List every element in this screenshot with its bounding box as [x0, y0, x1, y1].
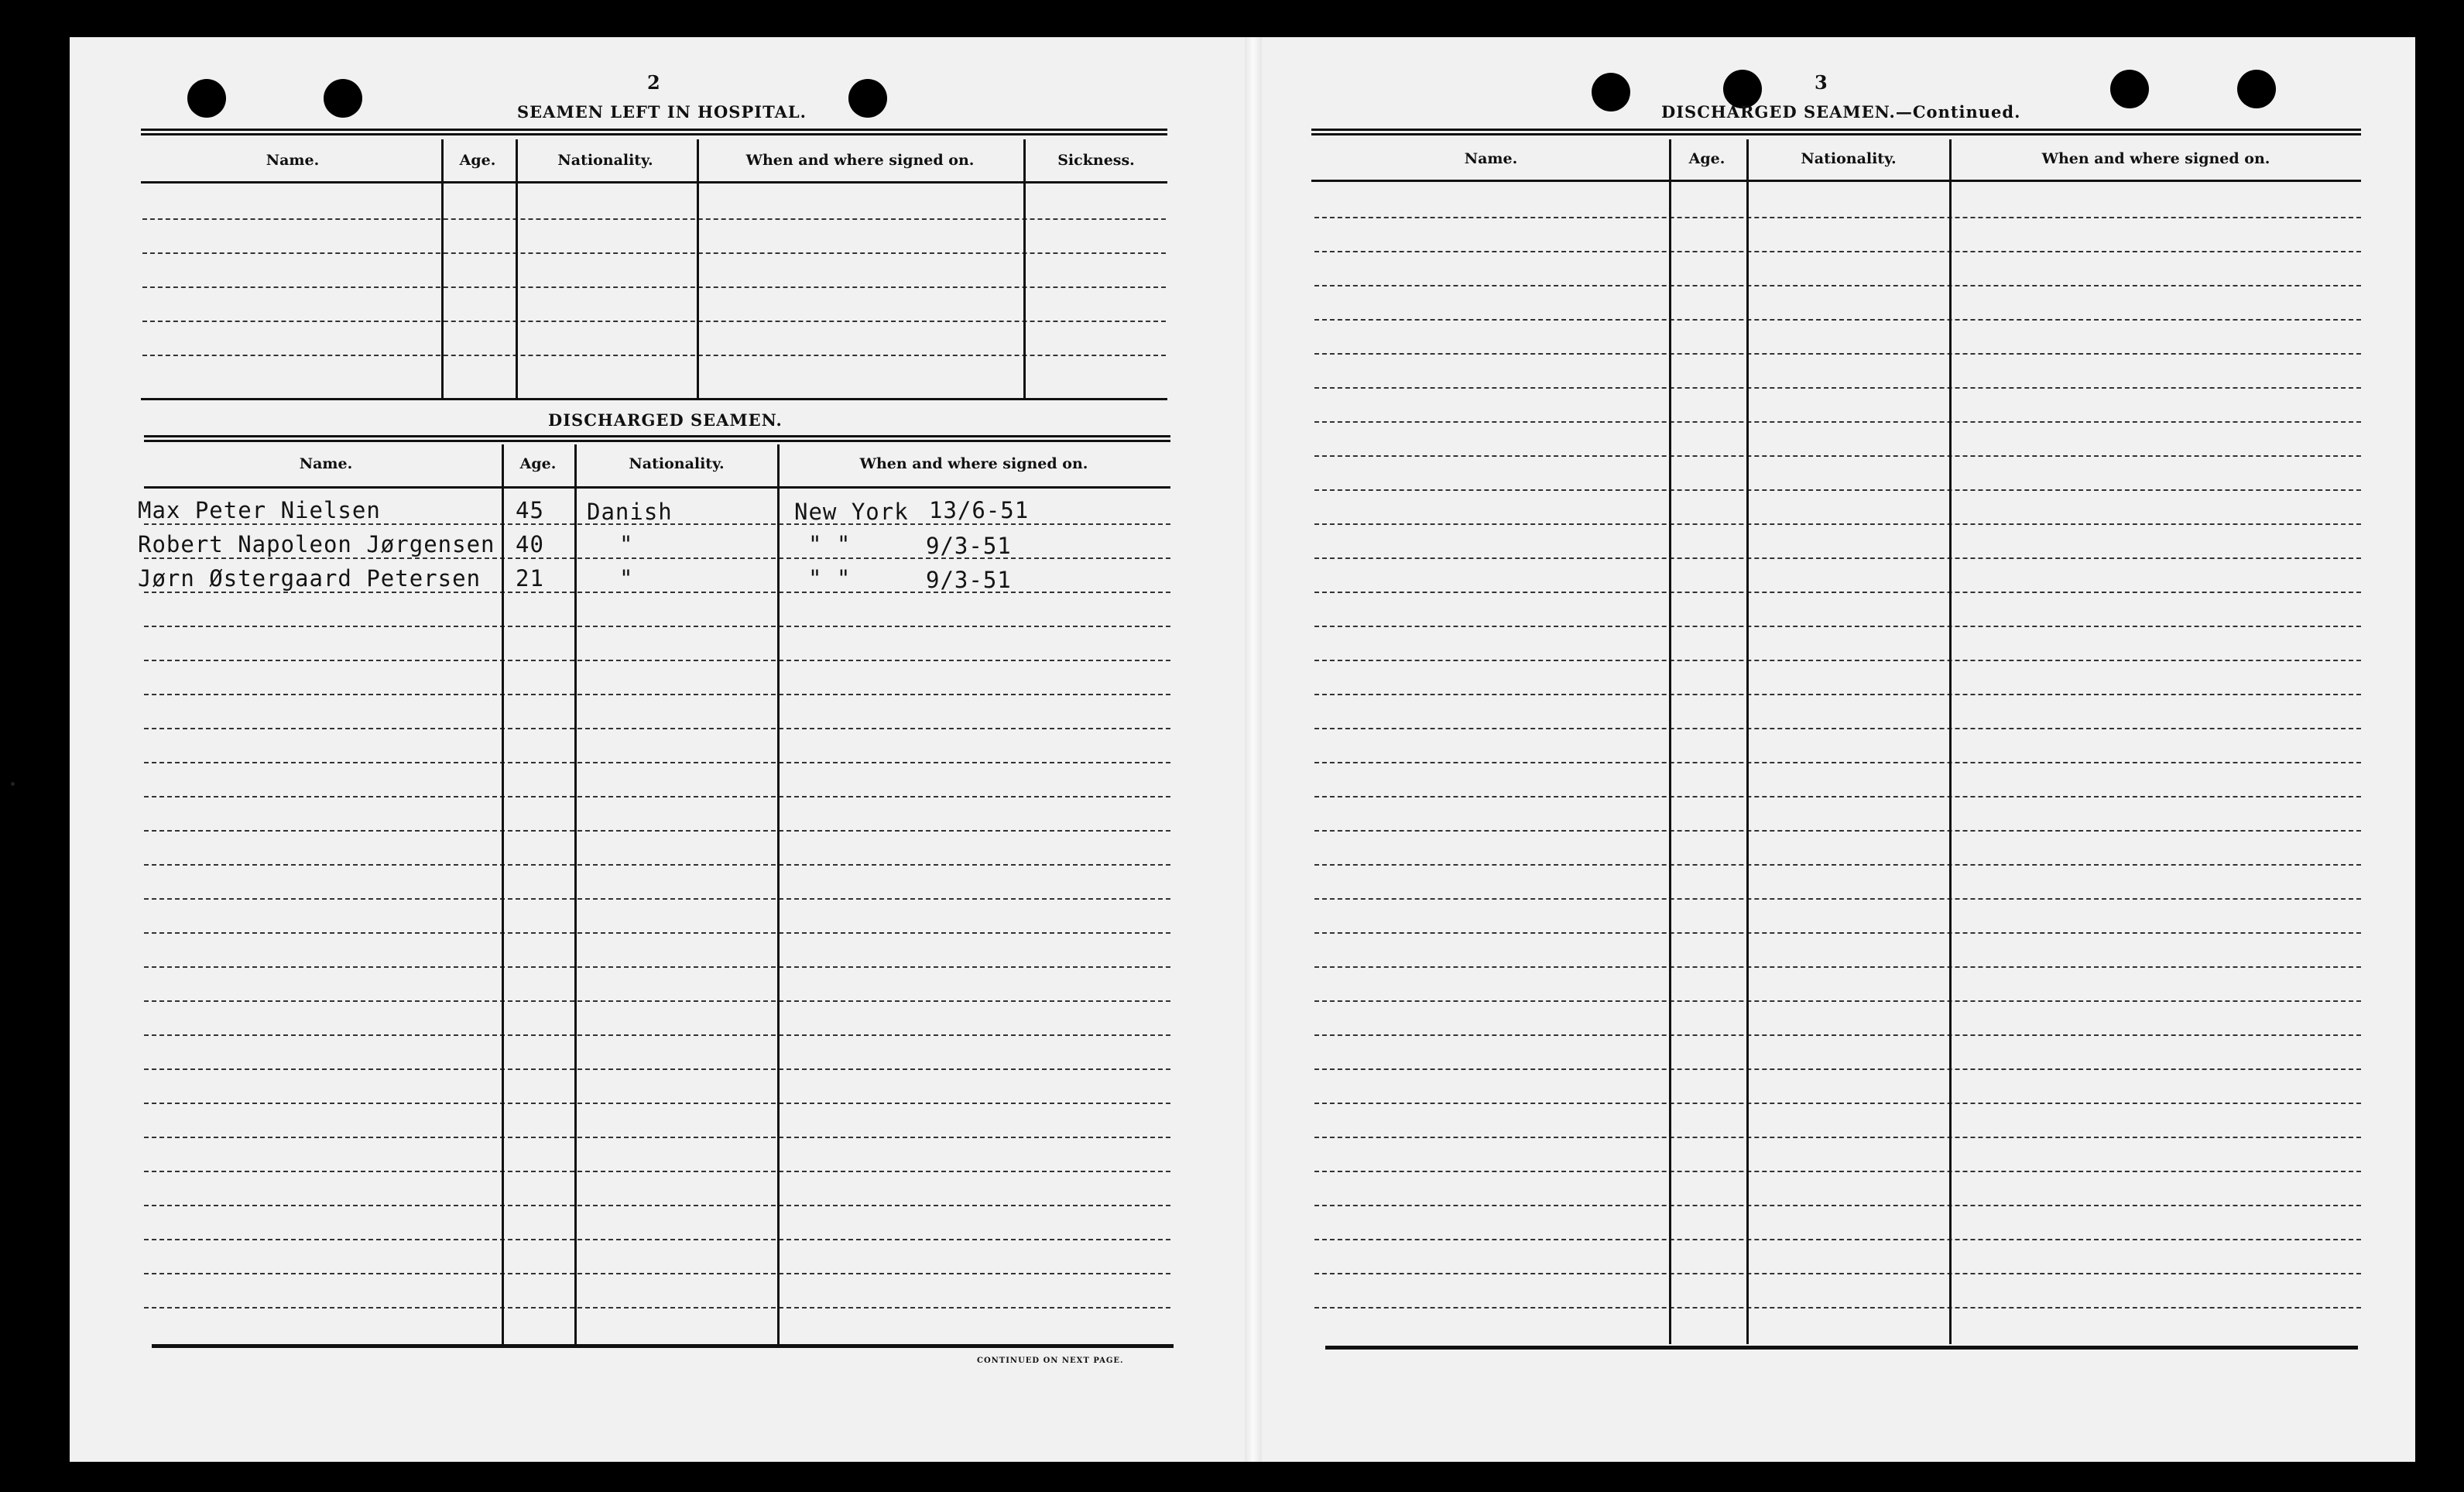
- ruled-line: [1314, 898, 2361, 900]
- ruled-line: [144, 626, 1170, 627]
- column-line: [1023, 139, 1026, 398]
- column-line: [697, 139, 699, 398]
- right-col-signed-on: When and where signed on.: [2041, 150, 2270, 167]
- discharged-col-age: Age.: [519, 455, 557, 472]
- hospital-col-sickness: Sickness.: [1057, 152, 1135, 169]
- discharged-col-signed-on: When and where signed on.: [859, 455, 1088, 472]
- table-rule: [144, 435, 1170, 437]
- continued-note: CONTINUED ON NEXT PAGE.: [977, 1357, 1124, 1365]
- ruled-line: [1314, 592, 2361, 593]
- ruled-line: [1314, 353, 2361, 355]
- ruled-line: [1314, 421, 2361, 423]
- ruled-line: [1314, 1307, 2361, 1309]
- scan-speck: [11, 782, 15, 786]
- ruled-line: [1314, 1000, 2361, 1002]
- table-rule: [1311, 180, 2361, 182]
- ruled-line: [142, 286, 1166, 288]
- ruled-line: [142, 355, 1166, 356]
- ruled-line: [1314, 796, 2361, 797]
- ruled-line: [1314, 285, 2361, 286]
- column-line: [516, 139, 518, 398]
- column-line: [502, 444, 504, 1344]
- row-2-name: Robert Napoleon Jørgensen: [138, 531, 495, 557]
- ruled-line: [1314, 523, 2361, 525]
- right-col-age: Age.: [1688, 150, 1725, 167]
- ruled-line: [144, 966, 1170, 968]
- ruled-line: [144, 864, 1170, 866]
- ruled-line: [1314, 1103, 2361, 1104]
- ruled-line: [142, 321, 1166, 322]
- row-3-place: " ": [808, 565, 852, 592]
- ruled-line: [1314, 830, 2361, 832]
- column-line: [1746, 139, 1749, 1344]
- ruled-line: [1314, 1273, 2361, 1274]
- table-rule: [1311, 129, 2361, 131]
- ruled-line: [1314, 694, 2361, 695]
- punch-hole: [1592, 73, 1630, 111]
- ruled-line: [1314, 1034, 2361, 1036]
- ruled-line: [144, 1000, 1170, 1002]
- discharged-section-title: DISCHARGED SEAMEN.: [548, 410, 783, 430]
- hospital-col-name: Name.: [266, 152, 320, 169]
- right-page-number: 3: [1815, 71, 1828, 94]
- ruled-line: [1314, 455, 2361, 457]
- ruled-line: [1314, 626, 2361, 627]
- row-2-nationality: ": [619, 531, 634, 557]
- ruled-line: [144, 1307, 1170, 1309]
- ruled-line: [142, 218, 1166, 220]
- right-col-name: Name.: [1464, 150, 1518, 167]
- column-line: [574, 444, 577, 1344]
- column-line: [1949, 139, 1952, 1344]
- row-1-nationality: Danish: [587, 499, 673, 525]
- ruled-line: [1314, 319, 2361, 321]
- hospital-col-age: Age.: [459, 152, 496, 169]
- ruled-line: [144, 660, 1170, 661]
- table-rule: [141, 133, 1167, 135]
- row-3-nationality: ": [619, 565, 634, 592]
- table-rule: [141, 398, 1167, 400]
- ruled-line: [144, 1273, 1170, 1274]
- punch-hole: [187, 79, 226, 118]
- row-1-date: 13/6-51: [929, 497, 1030, 523]
- ruled-line: [1314, 932, 2361, 934]
- ruled-line: [144, 1239, 1170, 1240]
- table-rule: [144, 486, 1170, 489]
- row-1-place: New York: [794, 499, 909, 525]
- ruled-line: [144, 796, 1170, 797]
- discharged-col-name: Name.: [299, 455, 353, 472]
- ruled-line: [1314, 251, 2361, 252]
- table-rule: [152, 1344, 1174, 1348]
- ruled-line: [144, 1103, 1170, 1104]
- ruled-line: [1314, 557, 2361, 559]
- table-rule: [1311, 133, 2361, 135]
- row-1-age: 45: [516, 497, 544, 523]
- ruled-line: [144, 728, 1170, 729]
- page-fold: [1245, 37, 1262, 1462]
- row-1-name: Max Peter Nielsen: [138, 497, 381, 523]
- punch-hole: [2237, 70, 2276, 108]
- column-line: [441, 139, 444, 398]
- row-2-place: " ": [808, 531, 852, 557]
- ruled-line: [1314, 728, 2361, 729]
- hospital-col-nationality: Nationality.: [557, 152, 653, 169]
- column-line: [1669, 139, 1671, 1344]
- ruled-line: [1314, 864, 2361, 866]
- ruled-line: [144, 762, 1170, 763]
- ruled-line: [144, 898, 1170, 900]
- row-3-age: 21: [516, 565, 544, 592]
- ruled-line: [144, 932, 1170, 934]
- punch-hole: [2110, 70, 2149, 108]
- ruled-line: [144, 1034, 1170, 1036]
- ruled-line: [1314, 489, 2361, 491]
- right-section-title: DISCHARGED SEAMEN.—Continued.: [1661, 102, 2021, 122]
- ruled-line: [144, 557, 1170, 559]
- table-rule: [141, 129, 1167, 131]
- column-line: [777, 444, 780, 1344]
- ruled-line: [144, 1068, 1170, 1070]
- left-page-number: 2: [647, 71, 660, 94]
- discharged-col-nationality: Nationality.: [629, 455, 725, 472]
- ruled-line: [1314, 1171, 2361, 1172]
- ruled-line: [144, 523, 1170, 525]
- table-rule: [1325, 1346, 2358, 1350]
- ruled-line: [1314, 660, 2361, 661]
- ruled-line: [144, 592, 1170, 593]
- row-2-age: 40: [516, 531, 544, 557]
- punch-hole: [324, 79, 362, 118]
- ruled-line: [1314, 1239, 2361, 1240]
- ruled-line: [144, 1137, 1170, 1138]
- hospital-section-title: SEAMEN LEFT IN HOSPITAL.: [517, 102, 807, 122]
- right-col-nationality: Nationality.: [1801, 150, 1897, 167]
- row-2-date: 9/3-51: [926, 533, 1012, 559]
- ruled-line: [144, 830, 1170, 832]
- ruled-line: [1314, 217, 2361, 218]
- ruled-line: [1314, 1137, 2361, 1138]
- ruled-line: [1314, 966, 2361, 968]
- ruled-line: [144, 694, 1170, 695]
- ruled-line: [1314, 1068, 2361, 1070]
- ruled-line: [1314, 762, 2361, 763]
- ruled-line: [1314, 1205, 2361, 1206]
- ruled-line: [1314, 387, 2361, 389]
- row-3-date: 9/3-51: [926, 567, 1012, 593]
- ruled-line: [142, 252, 1166, 254]
- table-rule: [141, 181, 1167, 183]
- ruled-line: [144, 1205, 1170, 1206]
- row-3-name: Jørn Østergaard Petersen: [138, 565, 481, 592]
- hospital-col-signed-on: When and where signed on.: [745, 152, 975, 169]
- ruled-line: [144, 1171, 1170, 1172]
- table-rule: [144, 440, 1170, 442]
- punch-hole: [848, 79, 887, 118]
